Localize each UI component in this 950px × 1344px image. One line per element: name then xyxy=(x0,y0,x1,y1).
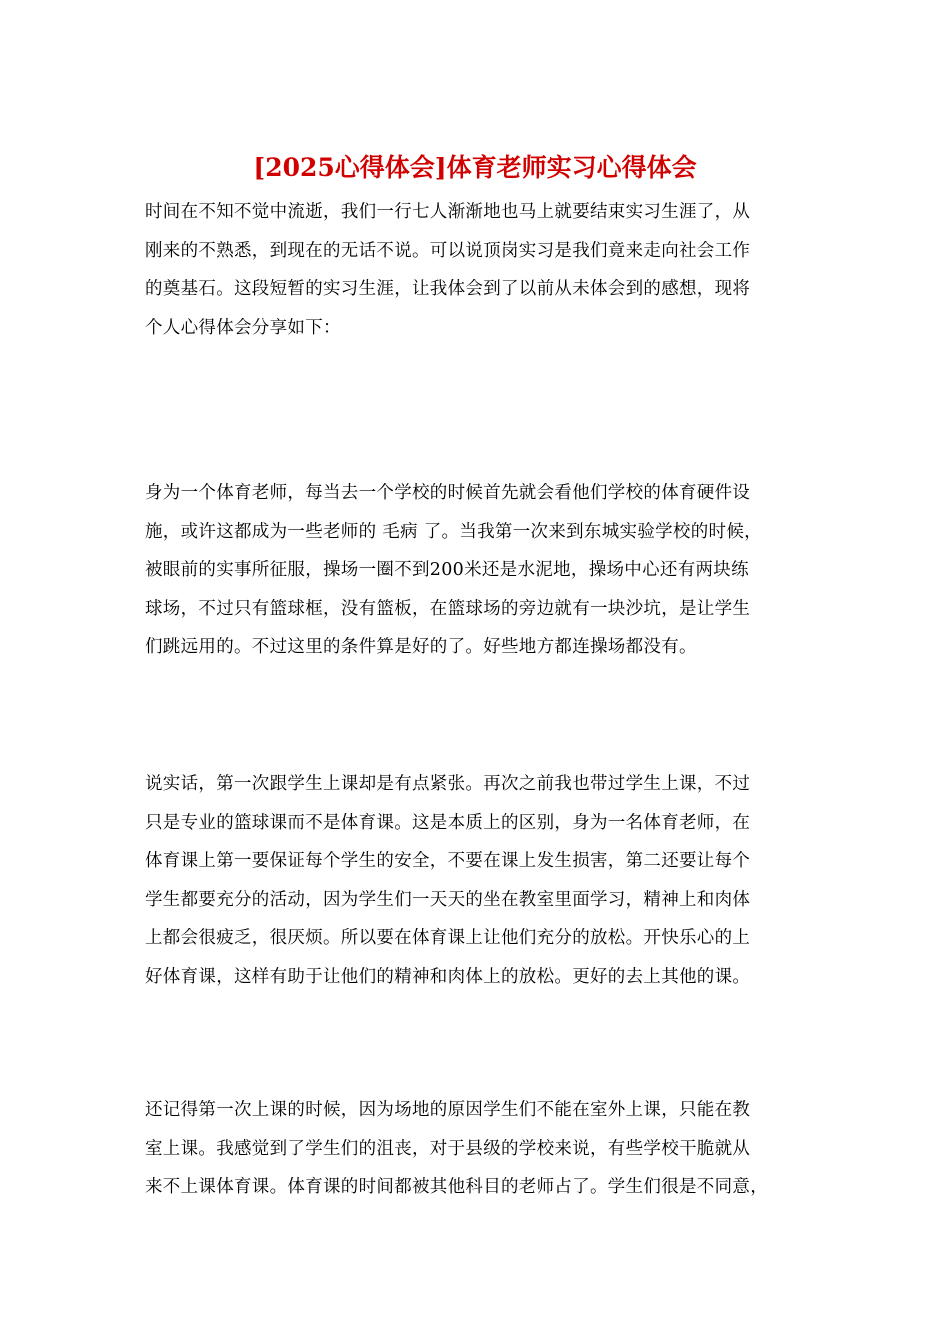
text-line: 只是专业的篮球课而不是体育课。这是本质上的区别，身为一名体育老师，在 xyxy=(145,812,751,833)
text-line: 身为一个体育老师，每当去一个学校的时候首先就会看他们学校的体育硬件设 xyxy=(145,483,751,503)
text-line: 室上课。我感觉到了学生们的沮丧，对于县级的学校来说，有些学校干脆就从 xyxy=(145,1138,751,1159)
text-line: 还记得第一次上课的时候，因为场地的原因学生们不能在室外上课，只能在教 xyxy=(145,1100,751,1120)
text-line: 学生都要充分的活动，因为学生们一天天的坐在教室里面学习，精神上和肉体 xyxy=(145,889,751,910)
text-line: 施，或许这都成为一些老师的 毛病 了。当我第一次来到东城实验学校的时候， xyxy=(145,521,762,542)
text-line: 个人心得体会分享如下： xyxy=(145,317,341,338)
paragraph-4 xyxy=(145,1091,810,1207)
text-line: 体育课上第一要保证每个学生的安全，不要在课上发生损害，第二还要让每个 xyxy=(145,851,751,871)
text-line: 的奠基石。这段短暂的实习生涯，让我体会到了以前从未体会到的感想，现将 xyxy=(145,279,751,299)
paragraph-1 xyxy=(145,193,810,347)
paragraph-3 xyxy=(145,765,810,996)
text-line: 时间在不知不觉中流逝，我们一行七人渐渐地也马上就要结束实习生涯了，从 xyxy=(145,202,751,222)
text-line: 来不上课体育课。体育课的时间都被其他科目的老师占了。学生们很是不同意， xyxy=(145,1177,768,1197)
paragraph-2 xyxy=(145,474,810,667)
text-line: 被眼前的实事所征服，操场一圈不到200米还是水泥地，操场中心还有两块练 xyxy=(145,560,749,580)
document-title: [2025心得体会]体育老师实习心得体会 xyxy=(253,153,697,182)
text-line: 上都会很疲乏，很厌烦。所以要在体育课上让他们充分的放松。开快乐心的上 xyxy=(145,928,751,948)
text-line: 刚来的不熟悉，到现在的无话不说。可以说顶岗实习是我们竟来走向社会工作 xyxy=(145,240,751,261)
text-line: 说实话，第一次跟学生上课却是有点紧张。再次之前我也带过学生上课，不过 xyxy=(145,774,751,794)
text-line: 们跳远用的。不过这里的条件算是好的了。好些地方都连操场都没有。 xyxy=(145,637,697,657)
text-line: 好体育课，这样有助于让他们的精神和肉体上的放松。更好的去上其他的课。 xyxy=(145,966,751,987)
text-line: 球场，不过只有篮球框，没有篮板，在篮球场的旁边就有一块沙坑，是让学生 xyxy=(145,598,751,619)
